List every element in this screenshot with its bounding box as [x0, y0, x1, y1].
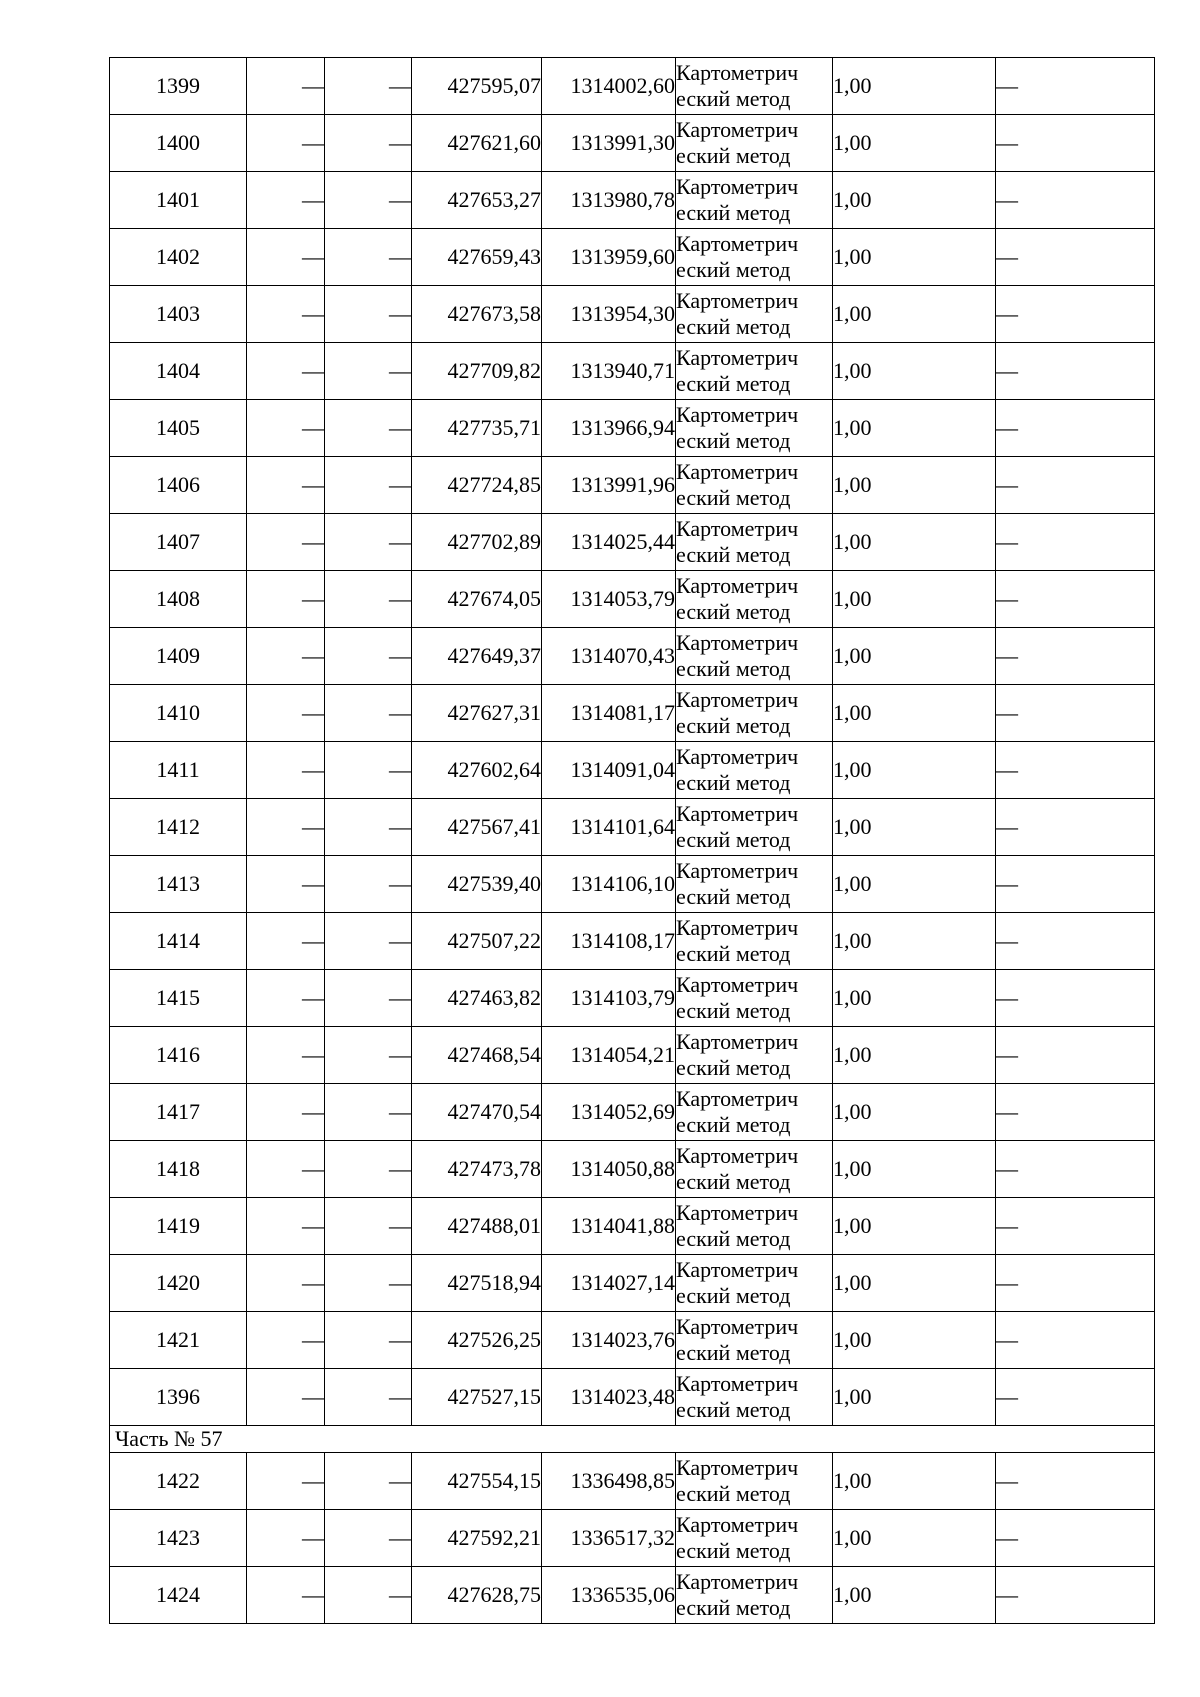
coordinate-y: 1314070,43 [542, 628, 676, 685]
precision-cell: 1,00 [833, 115, 996, 172]
point-number: 1423 [110, 1510, 247, 1567]
empty-old-y: — [325, 1510, 412, 1567]
empty-old-y: — [325, 229, 412, 286]
precision-cell: 1,00 [833, 1312, 996, 1369]
table-row [110, 457, 1155, 514]
empty-old-x: — [247, 742, 325, 799]
coordinate-x: 427470,54 [412, 1084, 542, 1141]
table-row [110, 400, 1155, 457]
coordinate-x: 427724,85 [412, 457, 542, 514]
empty-description: — [996, 1084, 1155, 1141]
precision-cell: 1,00 [833, 799, 996, 856]
method-cell: Картометрич еский метод [676, 172, 833, 229]
coordinate-y: 1314002,60 [542, 58, 676, 115]
empty-description: — [996, 457, 1155, 514]
empty-old-x: — [247, 1453, 325, 1510]
point-number: 1402 [110, 229, 247, 286]
precision-cell: 1,00 [833, 913, 996, 970]
coordinate-x: 427673,58 [412, 286, 542, 343]
coordinate-y: 1314050,88 [542, 1141, 676, 1198]
method-cell: Картометрич еский метод [676, 1567, 833, 1624]
table-row [110, 1510, 1155, 1567]
precision-cell: 1,00 [833, 457, 996, 514]
point-number: 1413 [110, 856, 247, 913]
empty-description: — [996, 229, 1155, 286]
empty-old-x: — [247, 1255, 325, 1312]
precision-cell: 1,00 [833, 628, 996, 685]
precision-cell: 1,00 [833, 856, 996, 913]
method-cell: Картометрич еский метод [676, 400, 833, 457]
empty-description: — [996, 58, 1155, 115]
table-section [110, 1426, 1155, 1453]
empty-description: — [996, 286, 1155, 343]
section-row [110, 1426, 1155, 1453]
empty-old-y: — [325, 1567, 412, 1624]
table-body-part-56 [110, 58, 1155, 1426]
coordinate-y: 1314081,17 [542, 685, 676, 742]
point-number: 1422 [110, 1453, 247, 1510]
table-row [110, 1567, 1155, 1624]
empty-old-y: — [325, 1027, 412, 1084]
point-number: 1404 [110, 343, 247, 400]
empty-old-x: — [247, 1084, 325, 1141]
coordinate-y: 1314052,69 [542, 1084, 676, 1141]
method-cell: Картометрич еский метод [676, 1255, 833, 1312]
coordinate-y: 1314106,10 [542, 856, 676, 913]
empty-description: — [996, 1510, 1155, 1567]
method-cell: Картометрич еский метод [676, 1084, 833, 1141]
method-cell: Картометрич еский метод [676, 457, 833, 514]
table-row [110, 1369, 1155, 1426]
table-row [110, 1198, 1155, 1255]
empty-old-x: — [247, 172, 325, 229]
coordinate-x: 427526,25 [412, 1312, 542, 1369]
method-cell: Картометрич еский метод [676, 1453, 833, 1510]
coordinate-y: 1314025,44 [542, 514, 676, 571]
point-number: 1411 [110, 742, 247, 799]
table-row [110, 1255, 1155, 1312]
point-number: 1401 [110, 172, 247, 229]
empty-old-x: — [247, 1312, 325, 1369]
point-number: 1410 [110, 685, 247, 742]
method-cell: Картометрич еский метод [676, 58, 833, 115]
table-row [110, 799, 1155, 856]
empty-old-y: — [325, 1453, 412, 1510]
coordinate-x: 427621,60 [412, 115, 542, 172]
empty-description: — [996, 1312, 1155, 1369]
coordinate-y: 1314023,48 [542, 1369, 676, 1426]
precision-cell: 1,00 [833, 685, 996, 742]
empty-old-x: — [247, 229, 325, 286]
coordinate-x: 427627,31 [412, 685, 542, 742]
precision-cell: 1,00 [833, 400, 996, 457]
method-cell: Картометрич еский метод [676, 1027, 833, 1084]
point-number: 1419 [110, 1198, 247, 1255]
coordinate-x: 427628,75 [412, 1567, 542, 1624]
empty-description: — [996, 913, 1155, 970]
point-number: 1406 [110, 457, 247, 514]
empty-description: — [996, 799, 1155, 856]
empty-description: — [996, 1141, 1155, 1198]
empty-description: — [996, 514, 1155, 571]
empty-description: — [996, 742, 1155, 799]
precision-cell: 1,00 [833, 514, 996, 571]
precision-cell: 1,00 [833, 1198, 996, 1255]
table-row [110, 742, 1155, 799]
empty-old-x: — [247, 1510, 325, 1567]
point-number: 1412 [110, 799, 247, 856]
empty-old-y: — [325, 628, 412, 685]
empty-old-x: — [247, 1567, 325, 1624]
empty-old-x: — [247, 856, 325, 913]
coordinate-y: 1314101,64 [542, 799, 676, 856]
empty-description: — [996, 571, 1155, 628]
coordinate-x: 427567,41 [412, 799, 542, 856]
table-row [110, 514, 1155, 571]
empty-old-y: — [325, 286, 412, 343]
method-cell: Картометрич еский метод [676, 1510, 833, 1567]
coordinate-y: 1313991,96 [542, 457, 676, 514]
empty-old-y: — [325, 742, 412, 799]
table-row [110, 1453, 1155, 1510]
precision-cell: 1,00 [833, 1141, 996, 1198]
table-row [110, 1084, 1155, 1141]
method-cell: Картометрич еский метод [676, 115, 833, 172]
coordinate-y: 1313980,78 [542, 172, 676, 229]
precision-cell: 1,00 [833, 571, 996, 628]
empty-description: — [996, 1453, 1155, 1510]
empty-old-y: — [325, 1198, 412, 1255]
table-row [110, 970, 1155, 1027]
empty-old-x: — [247, 514, 325, 571]
method-cell: Картометрич еский метод [676, 1198, 833, 1255]
table-row [110, 172, 1155, 229]
table-row [110, 1141, 1155, 1198]
empty-description: — [996, 400, 1155, 457]
coordinate-x: 427674,05 [412, 571, 542, 628]
empty-old-y: — [325, 1312, 412, 1369]
empty-description: — [996, 1198, 1155, 1255]
coordinate-x: 427518,94 [412, 1255, 542, 1312]
coordinate-y: 1314108,17 [542, 913, 676, 970]
empty-old-x: — [247, 1369, 325, 1426]
empty-old-x: — [247, 1027, 325, 1084]
empty-old-y: — [325, 1369, 412, 1426]
precision-cell: 1,00 [833, 1567, 996, 1624]
precision-cell: 1,00 [833, 343, 996, 400]
coordinate-y: 1336498,85 [542, 1453, 676, 1510]
coordinate-y: 1314053,79 [542, 571, 676, 628]
table-row [110, 115, 1155, 172]
table-row [110, 685, 1155, 742]
coordinate-x: 427592,21 [412, 1510, 542, 1567]
coordinate-y: 1336535,06 [542, 1567, 676, 1624]
empty-old-x: — [247, 685, 325, 742]
empty-old-x: — [247, 343, 325, 400]
empty-description: — [996, 1567, 1155, 1624]
empty-old-x: — [247, 571, 325, 628]
coordinate-x: 427554,15 [412, 1453, 542, 1510]
empty-description: — [996, 1027, 1155, 1084]
coordinate-y: 1314091,04 [542, 742, 676, 799]
coordinate-x: 427527,15 [412, 1369, 542, 1426]
coordinate-x: 427659,43 [412, 229, 542, 286]
empty-old-y: — [325, 400, 412, 457]
method-cell: Картометрич еский метод [676, 742, 833, 799]
empty-old-y: — [325, 970, 412, 1027]
empty-description: — [996, 1255, 1155, 1312]
empty-old-y: — [325, 1084, 412, 1141]
precision-cell: 1,00 [833, 229, 996, 286]
precision-cell: 1,00 [833, 742, 996, 799]
empty-description: — [996, 628, 1155, 685]
coordinate-x: 427653,27 [412, 172, 542, 229]
empty-old-y: — [325, 685, 412, 742]
precision-cell: 1,00 [833, 1510, 996, 1567]
document-page [109, 57, 1154, 1624]
precision-cell: 1,00 [833, 970, 996, 1027]
precision-cell: 1,00 [833, 1027, 996, 1084]
table-body-part-57 [110, 1453, 1155, 1624]
precision-cell: 1,00 [833, 1453, 996, 1510]
method-cell: Картометрич еский метод [676, 970, 833, 1027]
point-number: 1403 [110, 286, 247, 343]
empty-old-y: — [325, 115, 412, 172]
point-number: 1414 [110, 913, 247, 970]
table-row [110, 286, 1155, 343]
empty-description: — [996, 115, 1155, 172]
method-cell: Картометрич еский метод [676, 856, 833, 913]
empty-description: — [996, 685, 1155, 742]
method-cell: Картометрич еский метод [676, 628, 833, 685]
coordinate-x: 427702,89 [412, 514, 542, 571]
coordinate-x: 427473,78 [412, 1141, 542, 1198]
point-number: 1424 [110, 1567, 247, 1624]
coordinate-y: 1314027,14 [542, 1255, 676, 1312]
point-number: 1396 [110, 1369, 247, 1426]
coordinate-y: 1314103,79 [542, 970, 676, 1027]
method-cell: Картометрич еский метод [676, 514, 833, 571]
coordinate-x: 427463,82 [412, 970, 542, 1027]
point-number: 1400 [110, 115, 247, 172]
empty-old-x: — [247, 970, 325, 1027]
precision-cell: 1,00 [833, 286, 996, 343]
empty-old-y: — [325, 571, 412, 628]
point-number: 1418 [110, 1141, 247, 1198]
point-number: 1399 [110, 58, 247, 115]
method-cell: Картометрич еский метод [676, 799, 833, 856]
point-number: 1416 [110, 1027, 247, 1084]
method-cell: Картометрич еский метод [676, 229, 833, 286]
coordinate-x: 427735,71 [412, 400, 542, 457]
empty-old-x: — [247, 400, 325, 457]
coordinate-x: 427507,22 [412, 913, 542, 970]
coordinate-x: 427595,07 [412, 58, 542, 115]
coordinate-x: 427468,54 [412, 1027, 542, 1084]
table-row [110, 1027, 1155, 1084]
empty-old-y: — [325, 1141, 412, 1198]
point-number: 1409 [110, 628, 247, 685]
empty-old-y: — [325, 514, 412, 571]
coordinate-y: 1314041,88 [542, 1198, 676, 1255]
precision-cell: 1,00 [833, 1255, 996, 1312]
method-cell: Картометрич еский метод [676, 286, 833, 343]
table-row [110, 343, 1155, 400]
empty-old-y: — [325, 457, 412, 514]
empty-old-x: — [247, 799, 325, 856]
coordinate-x: 427539,40 [412, 856, 542, 913]
coordinate-y: 1336517,32 [542, 1510, 676, 1567]
method-cell: Картометрич еский метод [676, 913, 833, 970]
coordinate-y: 1314054,21 [542, 1027, 676, 1084]
coordinates-table [109, 57, 1155, 1624]
coordinate-x: 427602,64 [412, 742, 542, 799]
table-row [110, 856, 1155, 913]
coordinate-x: 427709,82 [412, 343, 542, 400]
empty-old-x: — [247, 457, 325, 514]
point-number: 1407 [110, 514, 247, 571]
method-cell: Картометрич еский метод [676, 685, 833, 742]
empty-description: — [996, 970, 1155, 1027]
empty-description: — [996, 1369, 1155, 1426]
table-row [110, 913, 1155, 970]
table-row [110, 571, 1155, 628]
empty-old-y: — [325, 1255, 412, 1312]
empty-description: — [996, 343, 1155, 400]
precision-cell: 1,00 [833, 172, 996, 229]
method-cell: Картометрич еский метод [676, 571, 833, 628]
coordinate-y: 1313959,60 [542, 229, 676, 286]
point-number: 1421 [110, 1312, 247, 1369]
coordinate-x: 427649,37 [412, 628, 542, 685]
empty-old-x: — [247, 115, 325, 172]
coordinate-x: 427488,01 [412, 1198, 542, 1255]
coordinate-y: 1314023,76 [542, 1312, 676, 1369]
empty-old-y: — [325, 913, 412, 970]
method-cell: Картометрич еский метод [676, 1369, 833, 1426]
table-row [110, 229, 1155, 286]
empty-description: — [996, 172, 1155, 229]
coordinate-y: 1313966,94 [542, 400, 676, 457]
empty-old-y: — [325, 343, 412, 400]
method-cell: Картометрич еский метод [676, 1141, 833, 1198]
coordinate-y: 1313991,30 [542, 115, 676, 172]
point-number: 1415 [110, 970, 247, 1027]
empty-old-y: — [325, 856, 412, 913]
point-number: 1405 [110, 400, 247, 457]
empty-old-x: — [247, 628, 325, 685]
coordinate-y: 1313940,71 [542, 343, 676, 400]
precision-cell: 1,00 [833, 58, 996, 115]
method-cell: Картометрич еский метод [676, 1312, 833, 1369]
table-row [110, 58, 1155, 115]
coordinate-y: 1313954,30 [542, 286, 676, 343]
table-row [110, 628, 1155, 685]
method-cell: Картометрич еский метод [676, 343, 833, 400]
point-number: 1408 [110, 571, 247, 628]
empty-old-x: — [247, 286, 325, 343]
precision-cell: 1,00 [833, 1084, 996, 1141]
point-number: 1417 [110, 1084, 247, 1141]
empty-old-y: — [325, 172, 412, 229]
section-label: Часть № 57 [110, 1426, 1155, 1453]
empty-description: — [996, 856, 1155, 913]
empty-old-y: — [325, 799, 412, 856]
empty-old-x: — [247, 58, 325, 115]
empty-old-x: — [247, 1141, 325, 1198]
precision-cell: 1,00 [833, 1369, 996, 1426]
empty-old-x: — [247, 1198, 325, 1255]
point-number: 1420 [110, 1255, 247, 1312]
empty-old-x: — [247, 913, 325, 970]
table-row [110, 1312, 1155, 1369]
empty-old-y: — [325, 58, 412, 115]
